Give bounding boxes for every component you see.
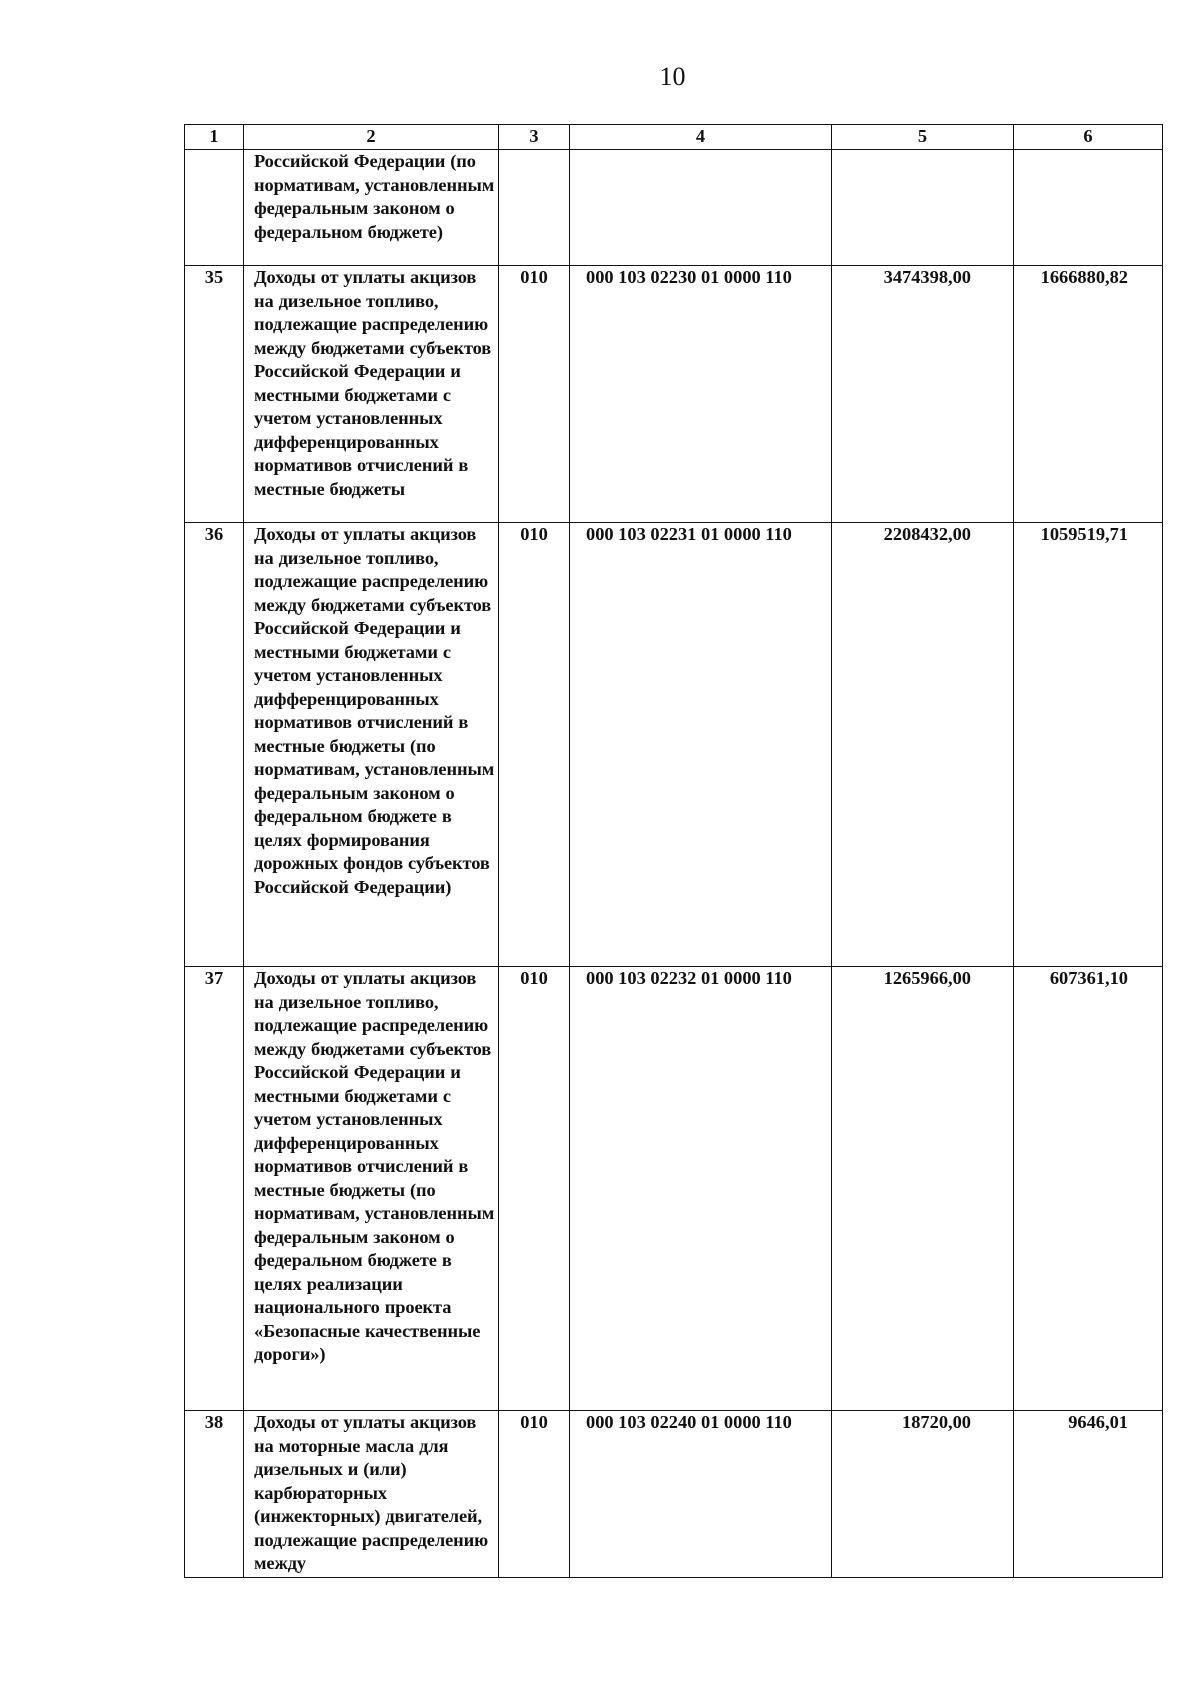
planned-amount-cell: 2208432,00 bbox=[832, 523, 1014, 967]
column-header-5: 5 bbox=[832, 125, 1014, 150]
budget-classification-code-cell: 000 103 02231 01 0000 110 bbox=[570, 523, 832, 967]
admin-code-cell bbox=[499, 150, 570, 266]
revenue-name-cell: Российской Федерации (по нормативам, установленным федеральным законом о федеральном бюджете) bbox=[244, 150, 499, 266]
revenue-name-cell: Доходы от уплаты акцизов на дизельное топливо, подлежащие распределению между бюджетами субъектов Российской Федерации и местными бюджетами с учетом установленных дифференцированных нормативов отчислений в местные бюджеты bbox=[244, 266, 499, 523]
executed-amount-cell: 1059519,71 bbox=[1014, 523, 1163, 967]
budget-classification-code-cell: 000 103 02232 01 0000 110 bbox=[570, 967, 832, 1411]
admin-code-cell: 010 bbox=[499, 1411, 570, 1578]
row-number-cell: 38 bbox=[185, 1411, 244, 1578]
admin-code-cell: 010 bbox=[499, 523, 570, 967]
row-number-cell: 37 bbox=[185, 967, 244, 1411]
admin-code-cell: 010 bbox=[499, 967, 570, 1411]
revenue-table bbox=[184, 124, 1163, 1578]
admin-code-cell: 010 bbox=[499, 266, 570, 523]
budget-classification-code-cell: 000 103 02240 01 0000 110 bbox=[570, 1411, 832, 1578]
revenue-name-cell: Доходы от уплаты акцизов на моторные масла для дизельных и (или) карбюраторных (инжекторных) двигателей, подлежащие распределению между bbox=[244, 1411, 499, 1578]
executed-amount-cell: 1666880,82 bbox=[1014, 266, 1163, 523]
row-number-cell: 36 bbox=[185, 523, 244, 967]
column-header-3: 3 bbox=[499, 125, 570, 150]
row-number-cell bbox=[185, 150, 244, 266]
page-number: 10 bbox=[659, 62, 686, 91]
planned-amount-cell bbox=[832, 150, 1014, 266]
revenue-name-cell: Доходы от уплаты акцизов на дизельное топливо, подлежащие распределению между бюджетами субъектов Российской Федерации и местными бюджетами с учетом установленных дифференцированных нормативов отчислений в местные бюджеты (по нормативам, установленным федеральным законом о федеральном бюджете в целях формирования дорожных фондов субъектов Российской Федерации) bbox=[244, 523, 499, 967]
budget-classification-code-cell: 000 103 02230 01 0000 110 bbox=[570, 266, 832, 523]
table-row bbox=[185, 1411, 1163, 1578]
table-row-continuation bbox=[185, 150, 1163, 266]
column-header-6: 6 bbox=[1014, 125, 1163, 150]
budget-classification-code-cell bbox=[570, 150, 832, 266]
table-row bbox=[185, 967, 1163, 1411]
row-number-cell: 35 bbox=[185, 266, 244, 523]
executed-amount-cell: 9646,01 bbox=[1014, 1411, 1163, 1578]
table-row bbox=[185, 523, 1163, 967]
executed-amount-cell bbox=[1014, 150, 1163, 266]
planned-amount-cell: 3474398,00 bbox=[832, 266, 1014, 523]
column-header-2: 2 bbox=[244, 125, 499, 150]
table-header-row bbox=[185, 125, 1163, 150]
executed-amount-cell: 607361,10 bbox=[1014, 967, 1163, 1411]
column-header-4: 4 bbox=[570, 125, 832, 150]
planned-amount-cell: 1265966,00 bbox=[832, 967, 1014, 1411]
column-header-1: 1 bbox=[185, 125, 244, 150]
planned-amount-cell: 18720,00 bbox=[832, 1411, 1014, 1578]
revenue-name-cell: Доходы от уплаты акцизов на дизельное топливо, подлежащие распределению между бюджетами субъектов Российской Федерации и местными бюджетами с учетом установленных дифференцированных нормативов отчислений в местные бюджеты (по нормативам, установленным федеральным законом о федеральном бюджете в целях реализации национального проекта «Безопасные качественные дороги») bbox=[244, 967, 499, 1411]
table-row bbox=[185, 266, 1163, 523]
